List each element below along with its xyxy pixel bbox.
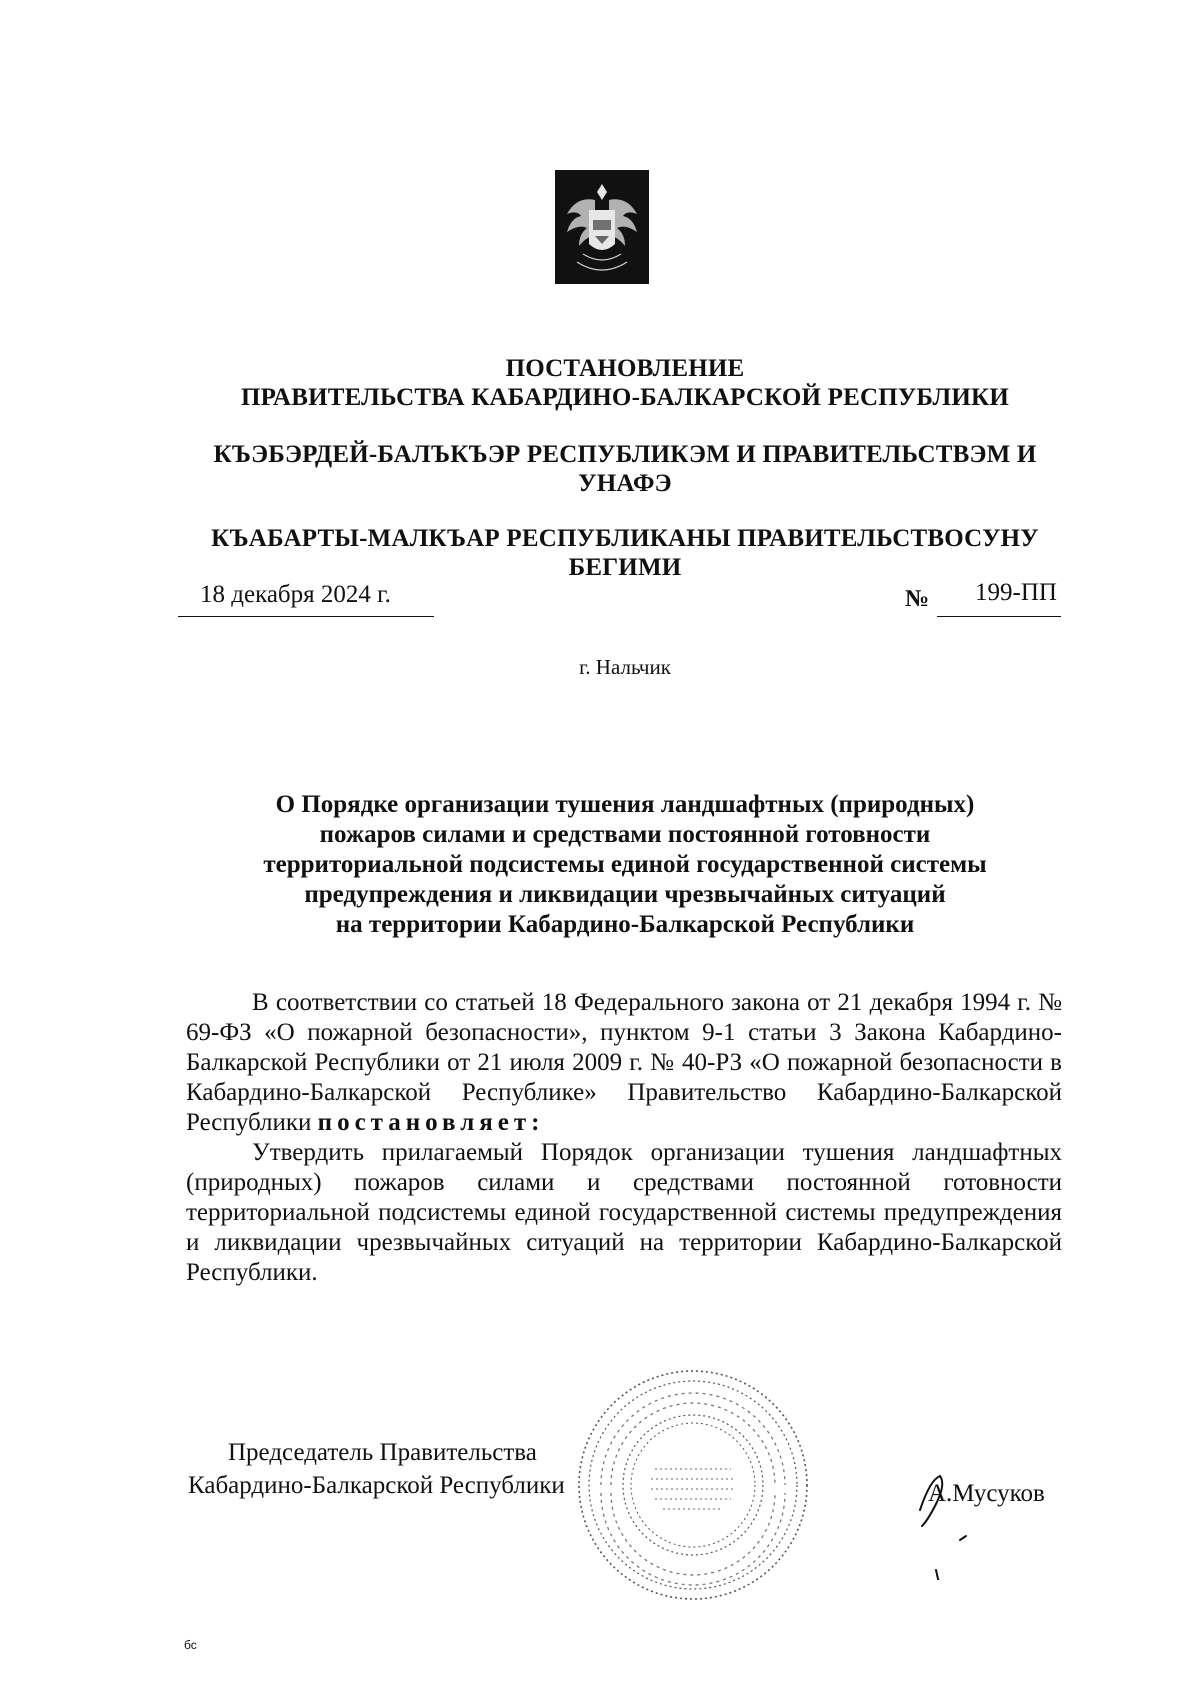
number-sign: № (905, 586, 930, 612)
document-city: г. Нальчик (579, 655, 671, 679)
title-line: пожаров силами и средствами постоянной готовности (319, 821, 931, 848)
signatory-position-line2: Кабардино-Балкарской Республики (188, 1472, 565, 1499)
body-paragraph-preamble (186, 988, 1062, 1138)
handwritten-signature-icon (900, 1440, 990, 1580)
heading-line: БЕГИМИ (568, 554, 682, 581)
document-title (180, 790, 1070, 940)
document-heading-balkar (180, 524, 1070, 582)
heading-line: КЪАБАРТЫ-МАЛКЪАР РЕСПУБЛИКАНЫ ПРАВИТЕЛЬСТВОСУНУ (211, 525, 1039, 552)
date-underline (178, 616, 434, 617)
body-paragraph-resolution: Утвердить прилагаемый Порядок организации тушения ландшафтных (природных) пожаров силами и средствами постоянной готовности территориальной подсистемы единой государственной системы предупреждения и ликвидации чрезвычайных ситуаций на территории Кабардино-Балкарской Республики. (186, 1139, 1062, 1286)
heading-line: ПОСТАНОВЛЕНИЕ (505, 355, 745, 382)
footer-mark: бс (184, 1638, 197, 1652)
heading-line: ПРАВИТЕЛЬСТВА КАБАРДИНО-БАЛКАРСКОЙ РЕСПУБЛИКИ (241, 384, 1009, 411)
document-body (186, 988, 1062, 1288)
official-seal-icon (573, 1365, 813, 1605)
signatory-position-line1: Председатель Правительства (228, 1439, 537, 1466)
document-date: 18 декабря 2024 г. (200, 581, 391, 608)
decree-word: постановляет: (317, 1109, 545, 1136)
title-line: О Порядке организации тушения ландшафтных (природных) (275, 791, 975, 818)
preamble-text: В соответствии со статьей 18 Федерального закона от 21 декабря 1994 г. № 69-ФЗ «О пожарной безопасности», пунктом 9-1 статьи 3 Закона Кабардино-Балкарской Республики от 21 июля 2009 г. № 40-РЗ «О пожарной безопасности в Кабардино-Балкарской Республике» Правительство Кабардино-Балкарской Республики (186, 989, 1062, 1136)
document-number: 199-ПП (975, 579, 1057, 606)
title-line: территориальной подсистемы единой государственной системы (263, 851, 987, 878)
heading-line: КЪЭБЭРДЕЙ-БАЛЪКЪЭР РЕСПУБЛИКЭМ И ПРАВИТЕЛЬСТВЭМ И (213, 441, 1037, 468)
document-heading-russian (180, 354, 1070, 412)
coat-of-arms-icon (555, 170, 649, 284)
signatory-name: А.Мусуков (928, 1480, 1045, 1507)
heading-line: УНАФЭ (578, 470, 672, 497)
document-heading-kabardian (180, 440, 1070, 498)
title-line: на территории Кабардино-Балкарской Республики (335, 911, 915, 938)
title-line: предупреждения и ликвидации чрезвычайных ситуаций (304, 881, 946, 908)
number-underline (937, 616, 1061, 617)
